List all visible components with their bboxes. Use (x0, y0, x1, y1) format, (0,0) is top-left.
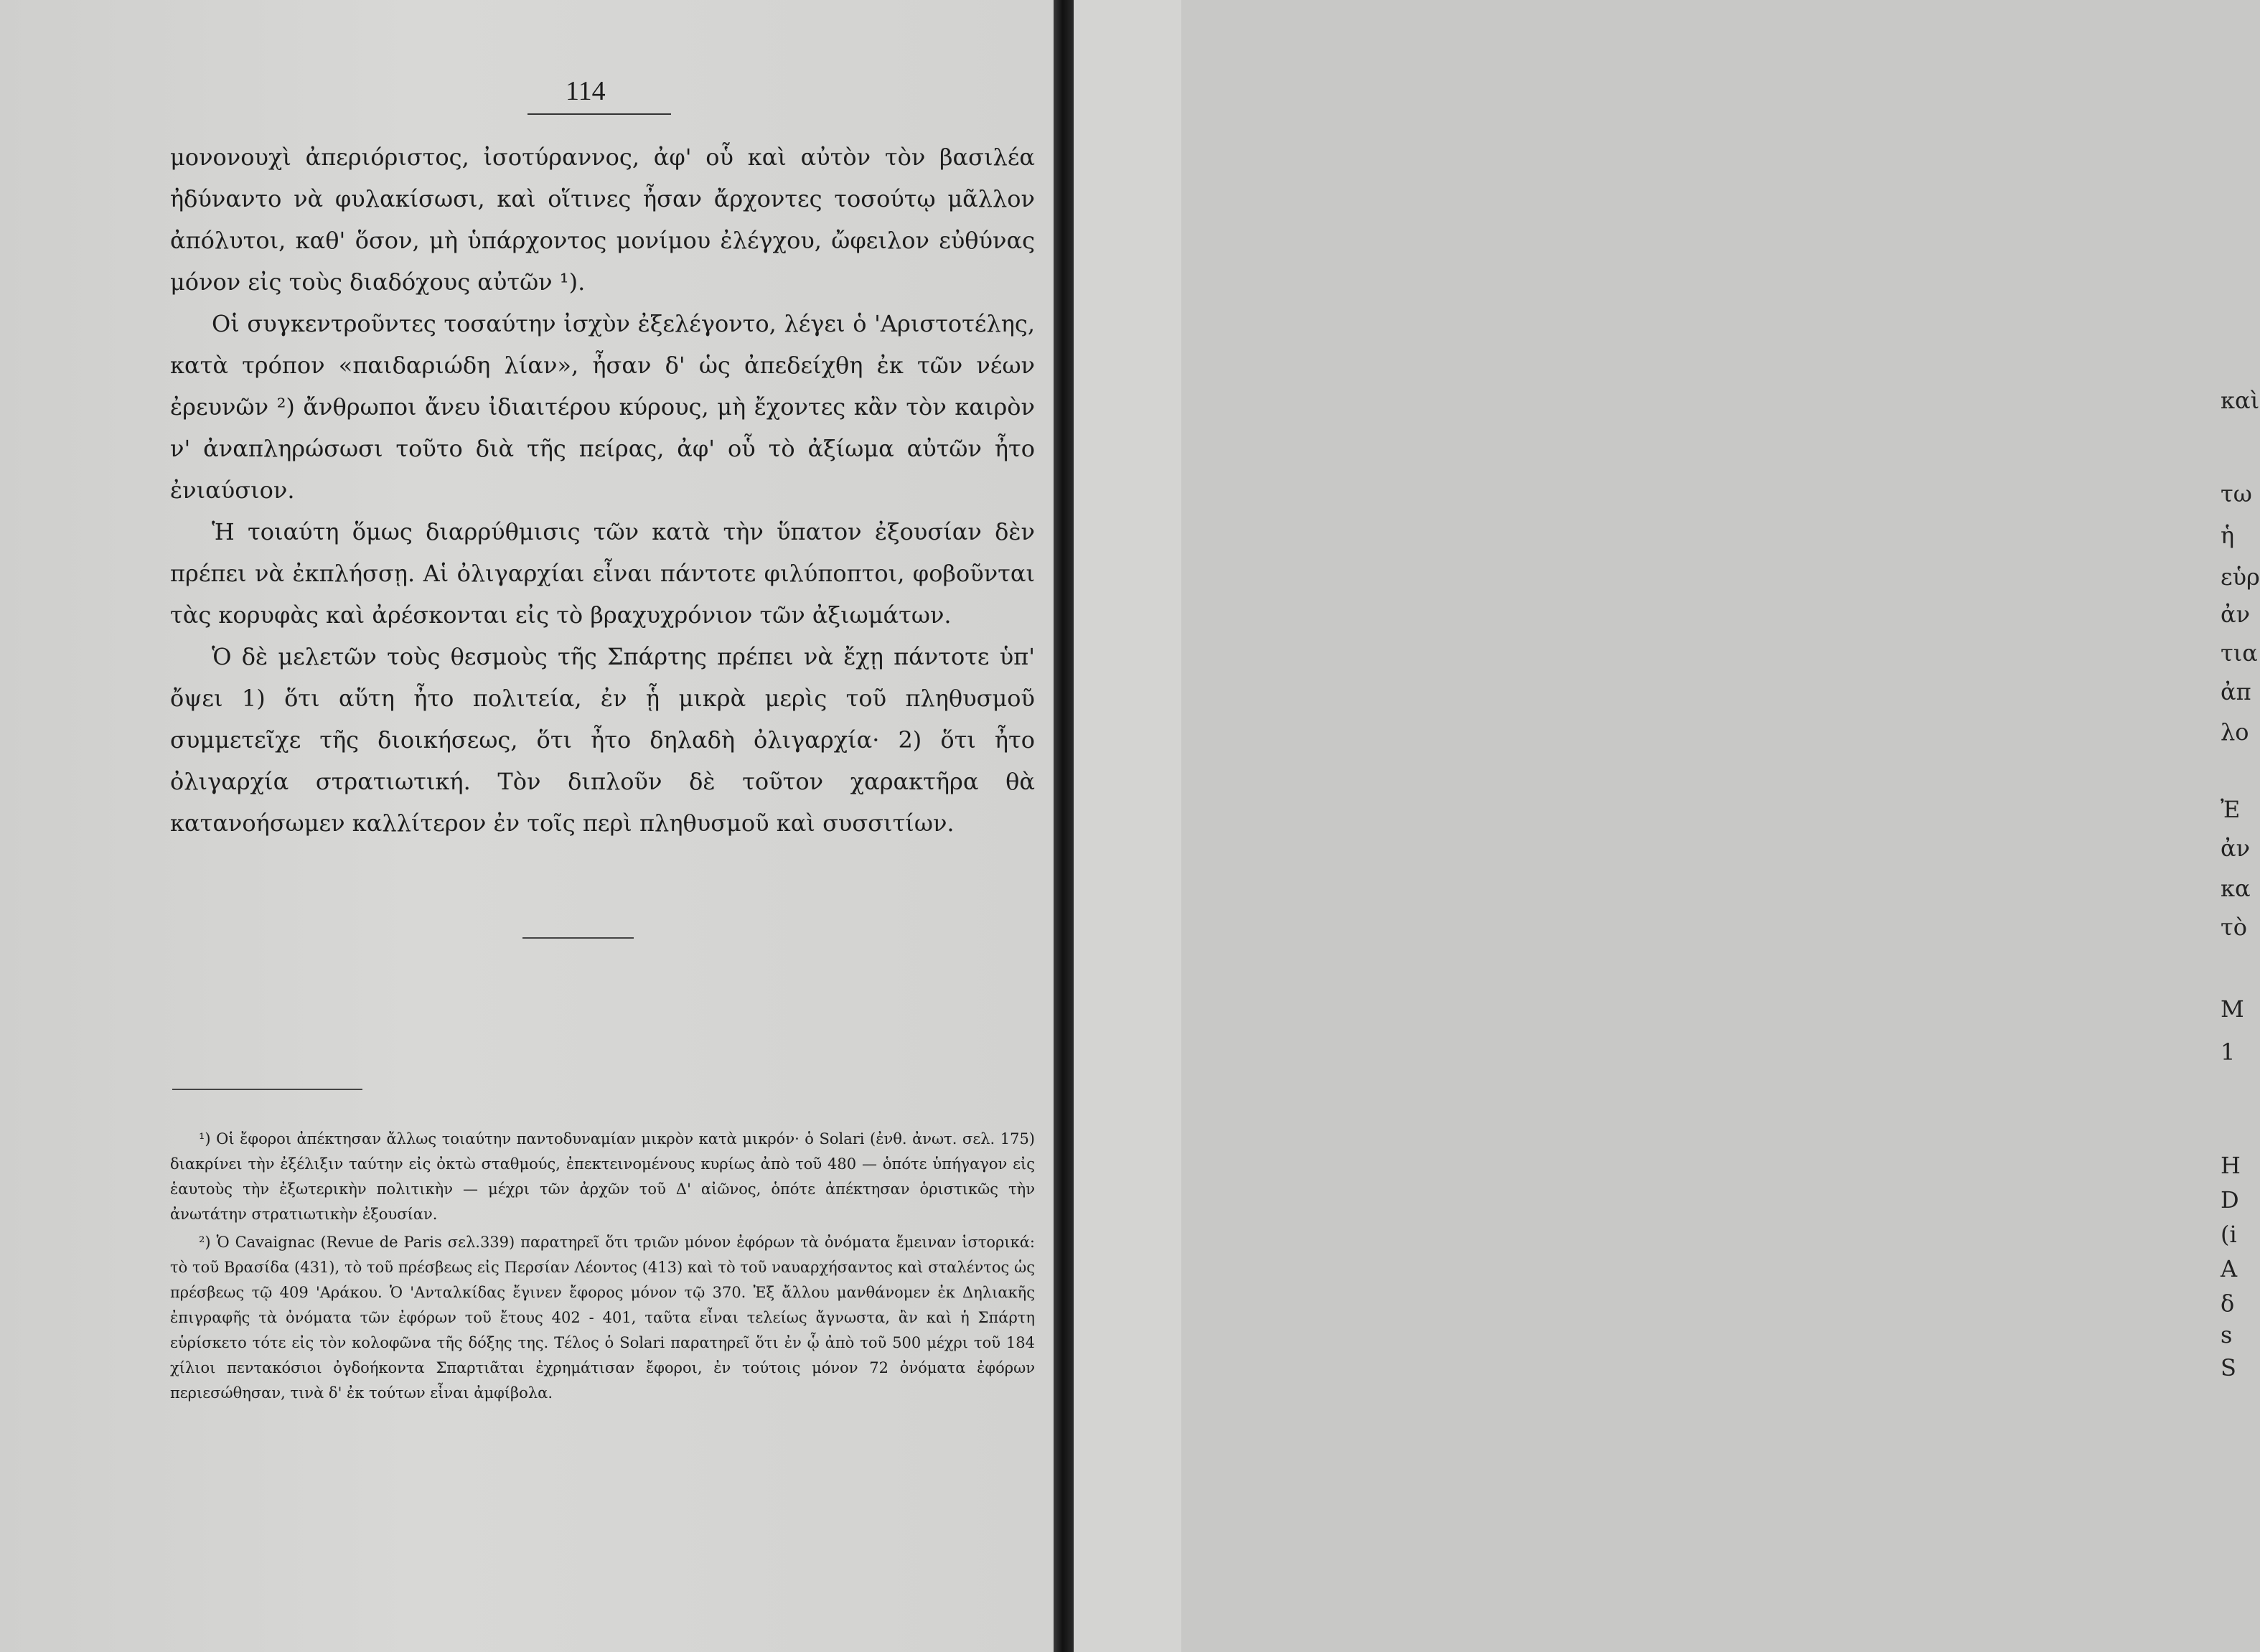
facing-page-fragment: ἀν (2221, 835, 2251, 862)
facing-page-fragment: τὸ (2221, 914, 2247, 941)
facing-page-fragment: M (2221, 995, 2244, 1023)
footnote-rule (172, 1089, 362, 1090)
facing-page-fragment: 1 (2221, 1038, 2236, 1066)
facing-page-fragment: Ἐ (2221, 796, 2241, 823)
paragraph: Ἡ τοιαύτη ὅμως διαρρύθμισις τῶν κατὰ τὴν ὕπατον ἐξουσίαν δὲν πρέπει νὰ ἐκπλήσσῃ. Αἱ ὀλιγαρχίαι εἶναι πάντοτε φιλύποπτοι, φοβοῦνται τὰς κορυφὰς καὶ ἀρέσκονται εἰς τὸ βραχυχρόνιον τῶν ἀξιωμάτων. (170, 518, 1035, 629)
footnote: ¹) Οἱ ἔφοροι ἀπέκτησαν ἄλλως τοιαύτην παντοδυναμίαν μικρὸν κατὰ μικρόν· ὁ Solari (ἐνθ. ἀνωτ. σελ. 175) διακρίνει τὴν ἐξέλιξιν ταύτην εἰς ὀκτὼ σταθμούς, ἐπεκτεινομένους κυρίως ἀπὸ τοῦ 480 — ὁπότε ὑπήγαγον εἰς ἑαυτοὺς τὴν ἐξωτερικὴν πολιτικὴν — μέχρι τῶν ἀρχῶν τοῦ Δ' αἰῶνος, ὁπότε ἀπέκτησαν ὁριστικῶς τὴν ἀνωτάτην στρατιωτικὴν ἐξουσίαν. (170, 1130, 1035, 1223)
facing-page-fragment: (i (2221, 1221, 2237, 1248)
facing-page-fragment: δ (2221, 1290, 2235, 1317)
footnote: ²) Ὁ Cavaignac (Revue de Paris σελ.339) παρατηρεῖ ὅτι τριῶν μόνον ἐφόρων τὰ ὀνόματα ἔμειναν ἱστορικά: τὸ τοῦ Βρασίδα (431), τὸ τοῦ πρέσβεως εἰς Περσίαν Λέοντος (413) καὶ τὸ τοῦ ναυαρχήσαντος καὶ σταλέντος ὡς πρέσβεως τῷ 409 'Αράκου. Ὁ 'Ανταλκίδας ἔγινεν ἔφορος μόνον τῷ 370. Ἐξ ἄλλου μανθάνομεν ἐκ Δηλιακῆς ἐπιγραφῆς τὰ ὀνόματα τῶν ἐφόρων τοῦ ἔτους 402 - 401, ταῦτα εἶναι τελείως ἄγνωστα, ἂν καὶ ἡ Σπάρτη εὑρίσκετο τότε εἰς τὸν κολοφῶνα τῆς δόξης της. Τέλος ὁ Solari παρατηρεῖ ὅτι ἐν ᾧ ἀπὸ τοῦ 500 μέχρι τοῦ 184 χίλιοι πεντακόσιοι ὀγδοήκοντα Σπαρτιᾶται ἐχρημάτισαν ἔφοροι, ἐν τούτοις μόνον 72 ὀνόματα ἐφόρων περιεσώθησαν, τινὰ δ' ἐκ τούτων εἶναι ἀμφίβολα. (170, 1234, 1035, 1402)
paragraph: Ὁ δὲ μελετῶν τοὺς θεσμοὺς τῆς Σπάρτης πρέπει νὰ ἔχῃ πάντοτε ὑπ' ὄψει 1) ὅτι αὕτη ἦτο πολιτεία, ἐν ᾗ μικρὰ μερὶς τοῦ πληθυσμοῦ συμμετεῖχε τῆς διοικήσεως, ὅτι ἦτο δηλαδὴ ὀλιγαρχία· 2) ὅτι ἦτο ὀλιγαρχία στρατιωτική. Τὸν διπλοῦν δὲ τοῦτον χαρακτῆρα θὰ κατανοήσωμεν καλλίτερον ἐν τοῖς περὶ πληθυσμοῦ καὶ συσσιτίων. (170, 643, 1035, 837)
page-number-rule (528, 113, 671, 115)
paragraph: μονονουχὶ ἀπεριόριστος, ἰσοτύραννος, ἀφ' οὗ καὶ αὐτὸν τὸν βασιλέα ἠδύναντο νὰ φυλακίσωσι, καὶ οἵτινες ἦσαν ἄρχοντες τοσούτῳ μᾶλλον ἀπόλυτοι, καθ' ὅσον, μὴ ὑπάρχοντος μονίμου ἐλέγχου, ὤφειλον εὐθύνας μόνον εἰς τοὺς διαδόχους αὐτῶν ¹). (170, 144, 1035, 296)
facing-page-fragment: ἀπ (2221, 678, 2251, 705)
book-page (0, 0, 1054, 1652)
section-separator (522, 937, 634, 939)
facing-page-fragment: λο (2221, 718, 2249, 746)
facing-page-fragment: τω (2221, 480, 2252, 507)
page-number: 114 (566, 76, 606, 106)
facing-page-fragment: ἀν (2221, 601, 2251, 628)
facing-page-fragment: A (2221, 1255, 2238, 1282)
facing-page-fragment: κα (2221, 875, 2251, 902)
footnotes (170, 1127, 1035, 1409)
facing-page-fragment: D (2221, 1186, 2239, 1214)
book-gutter (1054, 0, 1074, 1652)
facing-page-fragment: S (2221, 1354, 2236, 1381)
facing-page-fragment: τια (2221, 639, 2258, 667)
main-text (170, 136, 1035, 844)
facing-page-fragment: H (2221, 1152, 2241, 1179)
facing-page-fragment: καὶ (2221, 387, 2260, 414)
facing-page-fragment: εὑρ (2221, 563, 2260, 591)
paragraph: Οἱ συγκεντροῦντες τοσαύτην ἰσχὺν ἐξελέγοντο, λέγει ὁ 'Αριστοτέλης, κατὰ τρόπον «παιδαριώδη λίαν», ἦσαν δ' ὡς ἀπεδείχθη ἐκ τῶν νέων ἐρευνῶν ²) ἄνθρωποι ἄνευ ἰδιαιτέρου κύρους, μὴ ἔχοντες κἂν τὸν καιρὸν ν' ἀναπληρώσωσι τοῦτο διὰ τῆς πείρας, ἀφ' οὗ τὸ ἀξίωμα αὐτῶν ἦτο ἐνιαύσιον. (170, 310, 1035, 504)
facing-page-fragment: s (2221, 1321, 2233, 1348)
facing-page-fragment: ἡ (2221, 522, 2235, 549)
facing-page-edge (1074, 0, 2260, 1652)
